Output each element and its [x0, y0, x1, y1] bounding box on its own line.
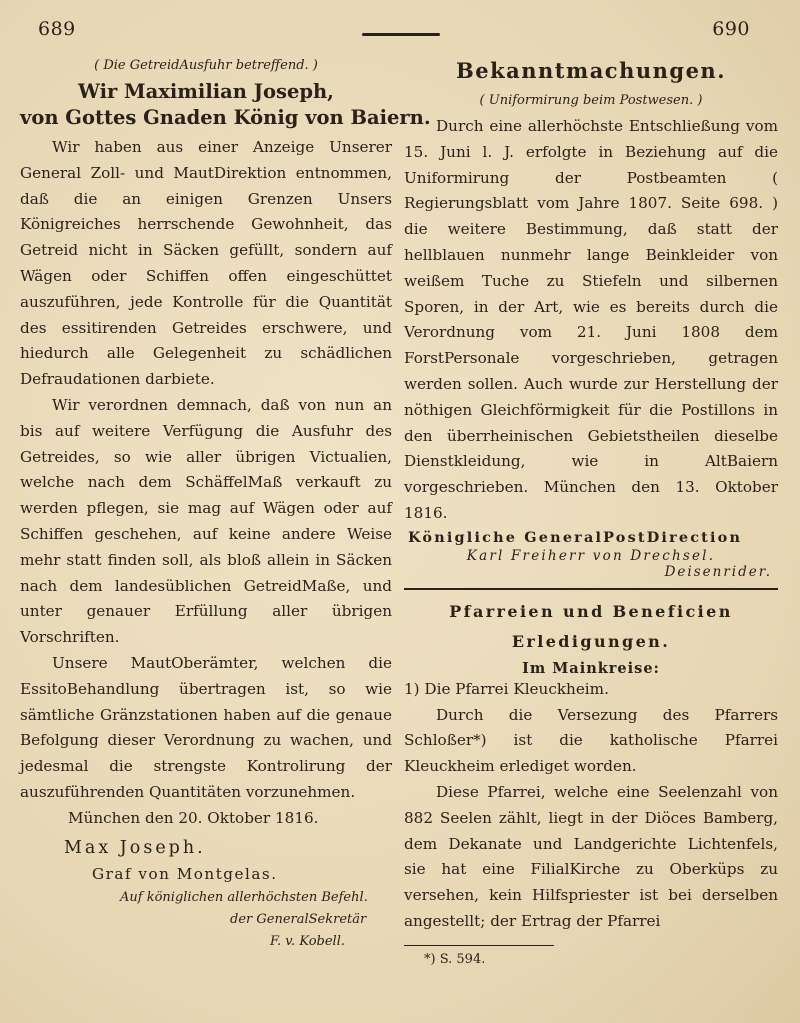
left-column	[20, 58, 431, 953]
page-number-right: 690	[712, 18, 750, 40]
decree-date: München den 20. Oktober 1816.	[68, 808, 319, 827]
countersign-minister: Graf von Montgelas.	[92, 864, 278, 883]
announcement-paragraph: Durch eine allerhöchste Entschließung vom 15. Juni l. J. erfolgte in Beziehung auf die Uniformirung der Postbeamten ( Regierungsblatt vom Jahre 1807. Seite 698. ) die weitere Bestimmung, daß statt der hellblauen nunmehr lange Beinkleider von weißem Tuche zu Stiefeln und silbernen Sporen, in der Art, wie es bereits durch die Verordnung vom 21. Juni 1808 dem ForstPersonale vorgeschrieben, getragen werden sollen. Auch wurde zur Herstellung der nöthigen Gleichförmigkeit für die Postillons in den überrheinischen Gebietstheilen dieselbe Dienstkleidung, wie in AltBaiern vorgeschrieben. München den 13. Oktober 1816.	[404, 117, 778, 522]
page-number-left: 689	[38, 18, 76, 40]
announcements-title: Bekanntmachungen.	[455, 58, 727, 83]
decree-paragraph-1: Wir haben aus einer Anzeige Unserer General Zoll- und MautDirektion entnommen, daß die an einigen Grenzen Unsers Königreiches herrschende Gewohnheit, das Getreid nicht in Säcken gefüllt, sondern auf Wägen oder Schiffen offen eingeschüttet auszuführen, jede Kontrolle für die Quantität des essitirenden Getreides erschwere, und hiedurch alle Gelegenheit zu schädlichen Defraudationen darbiete.	[20, 138, 392, 389]
decree-title-line1: Wir Maximilian Joseph,	[78, 80, 334, 103]
decree-title-line2: von Gottes Gnaden König von Baiern.	[20, 106, 431, 129]
signer-deisenrider: Deisenrider.	[664, 563, 772, 580]
countersign-secretary-name: F. v. Kobell.	[270, 934, 345, 950]
section-title-line1: Pfarreien und Beneficien	[449, 601, 733, 621]
header-rule	[362, 33, 440, 36]
region-heading: Im Mainkreise:	[522, 659, 660, 677]
decree-subject: ( Die GetreidAusfuhr betreffend. )	[94, 58, 318, 73]
announcement-subject: ( Uniformirung beim Postwesen. )	[479, 93, 703, 108]
footnote-rule	[404, 945, 554, 946]
decree-paragraph-3: Unsere MautOberämter, welchen die EssitoBehandlung übertragen ist, so wie sämtliche Gränzstationen haben auf die genaue Befolgung dieser Verordnung zu wachen, und jedesmal die strengste Kontrolirung der auszuführenden Quantitäten vorzunehmen.	[20, 653, 392, 801]
signer-drechsel: Karl Freiherr von Drechsel.	[466, 547, 716, 564]
countersign-order: Auf königlichen allerhöchsten Befehl.	[120, 890, 368, 906]
decree-signature: Max Joseph.	[64, 837, 206, 858]
section-divider	[404, 588, 778, 590]
decree-paragraph-2: Wir verordnen demnach, daß von nun an bis auf weitere Verfügung die Ausfuhr des Getreides, so wie aller übrigen Victualien, welche nach dem SchäffelMaß verkauft zu werden pflegen, sie mag auf Wägen oder auf Schiffen geschehen, auf keine andere Weise mehr statt finden soll, als bloß allein in Säcken nach dem landesüblichen GetreidMaße, und unter genauer Erfüllung aller übrigen Vorschriften.	[20, 395, 392, 647]
right-column	[404, 58, 778, 967]
section-title-line2: Erledigungen.	[511, 631, 671, 651]
parish-item: 1) Die Pfarrei Kleuckheim.	[404, 679, 609, 698]
post-direction-signature: Königliche GeneralPostDirection	[408, 528, 743, 546]
footnote: *) S. 594.	[424, 951, 486, 967]
countersign-secretary-title: der GeneralSekretär	[230, 912, 367, 928]
parish-paragraph-2: Diese Pfarrei, welche eine Seelenzahl von 882 Seelen zählt, liegt in der Diöces Bamberg, dem Dekanate und Landgerichte Lichtenfels, sie hat eine FilialKirche zu Oberküps zu versehen, kein Hilfspriester ist bei derselben angestellt; der Ertrag der Pfarrei	[404, 782, 778, 930]
parish-paragraph-1: Durch die Versezung des Pfarrers Schloßer*) ist die katholische Pfarrei Kleuckheim erlediget worden.	[404, 705, 778, 776]
